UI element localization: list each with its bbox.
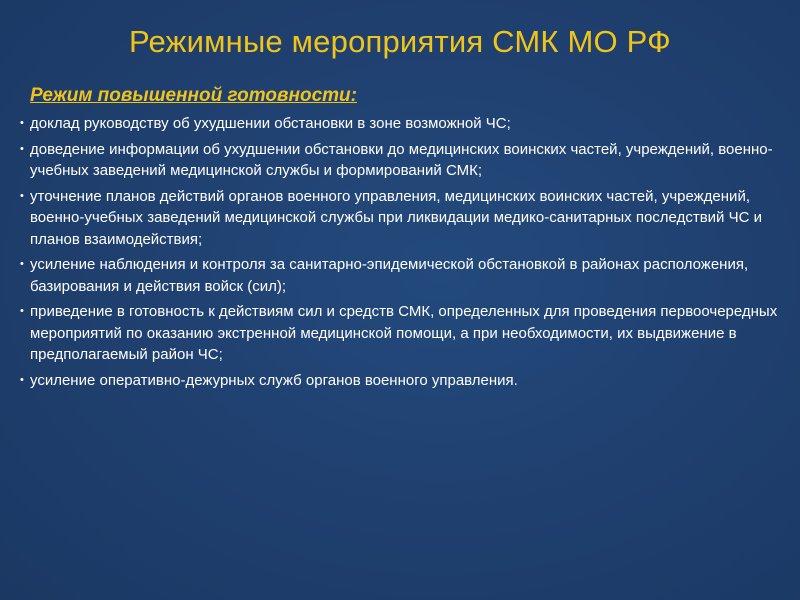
list-item-text: приведение в готовность к действиям сил и средств СМК, определенных для проведения первоочередных мероприятий по оказанию экстренной медицинской помощи, а при необходимости, их выдвижение в предполагаемый район ЧС; [30, 303, 778, 363]
bullet-icon: • [20, 258, 24, 270]
list-item-text: усиление наблюдения и контроля за санитарно-эпидемической обстановкой в районах расположения, базирования и действия войск (сил); [30, 256, 749, 295]
list-item [20, 139, 780, 182]
list-item-text: доклад руководству об ухудшении обстановки в зоне возможной ЧС; [30, 115, 511, 132]
list-item [20, 301, 780, 366]
list-item [20, 370, 780, 392]
bullet-list [20, 113, 780, 395]
bullet-icon: • [20, 117, 24, 129]
bullet-icon: • [20, 142, 24, 155]
list-item [20, 186, 780, 251]
bullet-icon: • [20, 305, 24, 317]
list-item-text: усиление оперативно-дежурных служб органов военного управления. [30, 371, 518, 389]
list-item [20, 113, 780, 135]
list-item-text: уточнение планов действий органов военного управления, медицинских воинских частей, учреждений, военно-учебных заведений медицинской службы при ликвидации медико-санитарных последствий ЧС и планов взаимодействия; [30, 187, 762, 248]
list-item [20, 254, 780, 297]
list-item-text: доведение информации об ухудшении обстановки до медицинских воинских частей, учреждений, военно-учебных заведений медицинской службы и формирований СМК; [30, 140, 773, 179]
slide-subtitle: Режим повышенной готовности: [30, 85, 357, 106]
bullet-icon: • [20, 373, 24, 386]
slide-title: Режимные мероприятия СМК МО РФ [129, 24, 671, 59]
bullet-icon: • [20, 189, 24, 202]
